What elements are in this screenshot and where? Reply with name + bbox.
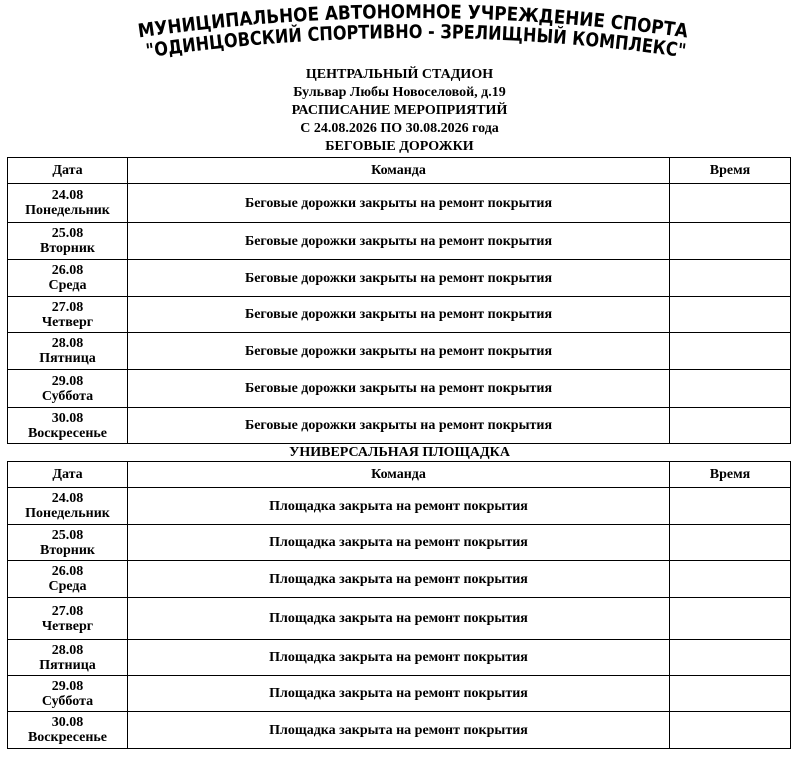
table-row xyxy=(8,640,791,676)
day-of-week: Вторник xyxy=(39,542,95,558)
table-row xyxy=(8,676,791,712)
date-cell xyxy=(8,525,128,561)
time-cell xyxy=(670,184,791,223)
date-cell xyxy=(8,488,128,525)
venue-address: Бульвар Любы Новоселовой, д.19 xyxy=(293,85,506,100)
date-number: 30.08 xyxy=(51,715,84,730)
day-of-week: Воскресенье xyxy=(27,425,108,441)
time-cell xyxy=(670,488,791,525)
time-cell xyxy=(670,333,791,370)
table-row xyxy=(8,561,791,598)
column-header-team: Команда xyxy=(128,158,670,184)
table-row xyxy=(8,712,791,749)
date-cell xyxy=(8,333,128,370)
date-cell xyxy=(8,712,128,749)
column-header-team: Команда xyxy=(128,462,670,488)
table-row xyxy=(8,370,791,408)
table-row xyxy=(8,598,791,640)
date-cell xyxy=(8,260,128,297)
time-cell xyxy=(670,525,791,561)
day-of-week: Воскресенье xyxy=(27,730,108,745)
organization-title-line2: "ОДИНЦОВСКИЙ СПОРТИВНО - ЗРЕЛИЩНЫЙ КОМПЛЕКС" xyxy=(144,20,689,62)
table-row xyxy=(8,223,791,260)
date-number: 25.08 xyxy=(51,226,84,241)
date-number: 24.08 xyxy=(51,491,84,506)
table-row xyxy=(8,260,791,297)
day-of-week: Четверг xyxy=(41,314,94,330)
universal-court-table xyxy=(7,461,791,749)
day-of-week: Среда xyxy=(48,278,87,293)
schedule-title: РАСПИСАНИЕ МЕРОПРИЯТИЙ xyxy=(291,103,508,118)
date-number: 30.08 xyxy=(51,410,84,426)
team-cell: Беговые дорожки закрыты на ремонт покрытия xyxy=(128,370,670,408)
table-row xyxy=(8,408,791,444)
date-cell xyxy=(8,640,128,676)
date-number: 26.08 xyxy=(51,263,84,278)
date-number: 26.08 xyxy=(51,564,84,579)
table-row xyxy=(8,184,791,223)
time-cell xyxy=(670,260,791,297)
day-of-week: Пятница xyxy=(39,351,96,366)
organization-title-line1: МУНИЦИПАЛЬНОЕ АВТОНОМНОЕ УЧРЕЖДЕНИЕ СПОРТА xyxy=(136,0,692,43)
table-header-row xyxy=(8,462,791,488)
day-of-week: Пятница xyxy=(39,657,96,673)
section-title-universal-court: УНИВЕРСАЛЬНАЯ ПЛОЩАДКА xyxy=(289,445,510,460)
team-cell: Беговые дорожки закрыты на ремонт покрытия xyxy=(128,260,670,297)
time-cell xyxy=(670,561,791,598)
team-cell: Площадка закрыта на ремонт покрытия xyxy=(128,488,670,525)
column-header-time: Время xyxy=(670,158,791,184)
table-row xyxy=(8,297,791,333)
date-number: 28.08 xyxy=(51,336,84,351)
team-cell: Беговые дорожки закрыты на ремонт покрытия xyxy=(128,223,670,260)
date-cell xyxy=(8,184,128,223)
team-cell: Площадка закрыта на ремонт покрытия xyxy=(128,598,670,640)
date-cell xyxy=(8,223,128,260)
date-number: 29.08 xyxy=(51,678,84,694)
team-cell: Беговые дорожки закрыты на ремонт покрытия xyxy=(128,333,670,370)
column-header-date: Дата xyxy=(8,462,128,488)
time-cell xyxy=(670,676,791,712)
team-cell: Беговые дорожки закрыты на ремонт покрытия xyxy=(128,297,670,333)
column-header-date: Дата xyxy=(8,158,128,184)
table-row xyxy=(8,525,791,561)
date-cell xyxy=(8,598,128,640)
table-row xyxy=(8,333,791,370)
section-title-running-tracks: БЕГОВЫЕ ДОРОЖКИ xyxy=(325,139,474,154)
date-number: 27.08 xyxy=(51,299,84,315)
column-header-time: Время xyxy=(670,462,791,488)
day-of-week: Четверг xyxy=(41,618,94,634)
date-cell xyxy=(8,676,128,712)
time-cell xyxy=(670,223,791,260)
time-cell xyxy=(670,598,791,640)
day-of-week: Среда xyxy=(48,579,87,594)
table-header-row xyxy=(8,158,791,184)
team-cell: Площадка закрыта на ремонт покрытия xyxy=(128,640,670,676)
day-of-week: Понедельник xyxy=(25,506,110,521)
team-cell: Площадка закрыта на ремонт покрытия xyxy=(128,676,670,712)
team-cell: Беговые дорожки закрыты на ремонт покрытия xyxy=(128,184,670,223)
date-cell xyxy=(8,297,128,333)
date-cell xyxy=(8,408,128,444)
day-of-week: Понедельник xyxy=(25,203,110,218)
organization-title xyxy=(0,0,799,62)
time-cell xyxy=(670,297,791,333)
date-number: 25.08 xyxy=(51,527,84,543)
day-of-week: Суббота xyxy=(41,693,94,709)
date-number: 28.08 xyxy=(51,642,84,658)
date-cell xyxy=(8,370,128,408)
time-cell xyxy=(670,640,791,676)
date-number: 29.08 xyxy=(51,373,84,389)
team-cell: Площадка закрыта на ремонт покрытия xyxy=(128,712,670,749)
date-number: 24.08 xyxy=(51,188,84,203)
running-tracks-table xyxy=(7,157,791,444)
day-of-week: Вторник xyxy=(39,241,95,256)
table-row xyxy=(8,488,791,525)
team-cell: Площадка закрыта на ремонт покрытия xyxy=(128,525,670,561)
team-cell: Площадка закрыта на ремонт покрытия xyxy=(128,561,670,598)
day-of-week: Суббота xyxy=(41,388,94,404)
schedule-period: С 24.08.2026 ПО 30.08.2026 года xyxy=(300,121,499,136)
venue-name: ЦЕНТРАЛЬНЫЙ СТАДИОН xyxy=(305,67,494,82)
date-cell xyxy=(8,561,128,598)
time-cell xyxy=(670,370,791,408)
team-cell: Беговые дорожки закрыты на ремонт покрытия xyxy=(128,408,670,444)
time-cell xyxy=(670,408,791,444)
date-number: 27.08 xyxy=(51,603,84,619)
time-cell xyxy=(670,712,791,749)
